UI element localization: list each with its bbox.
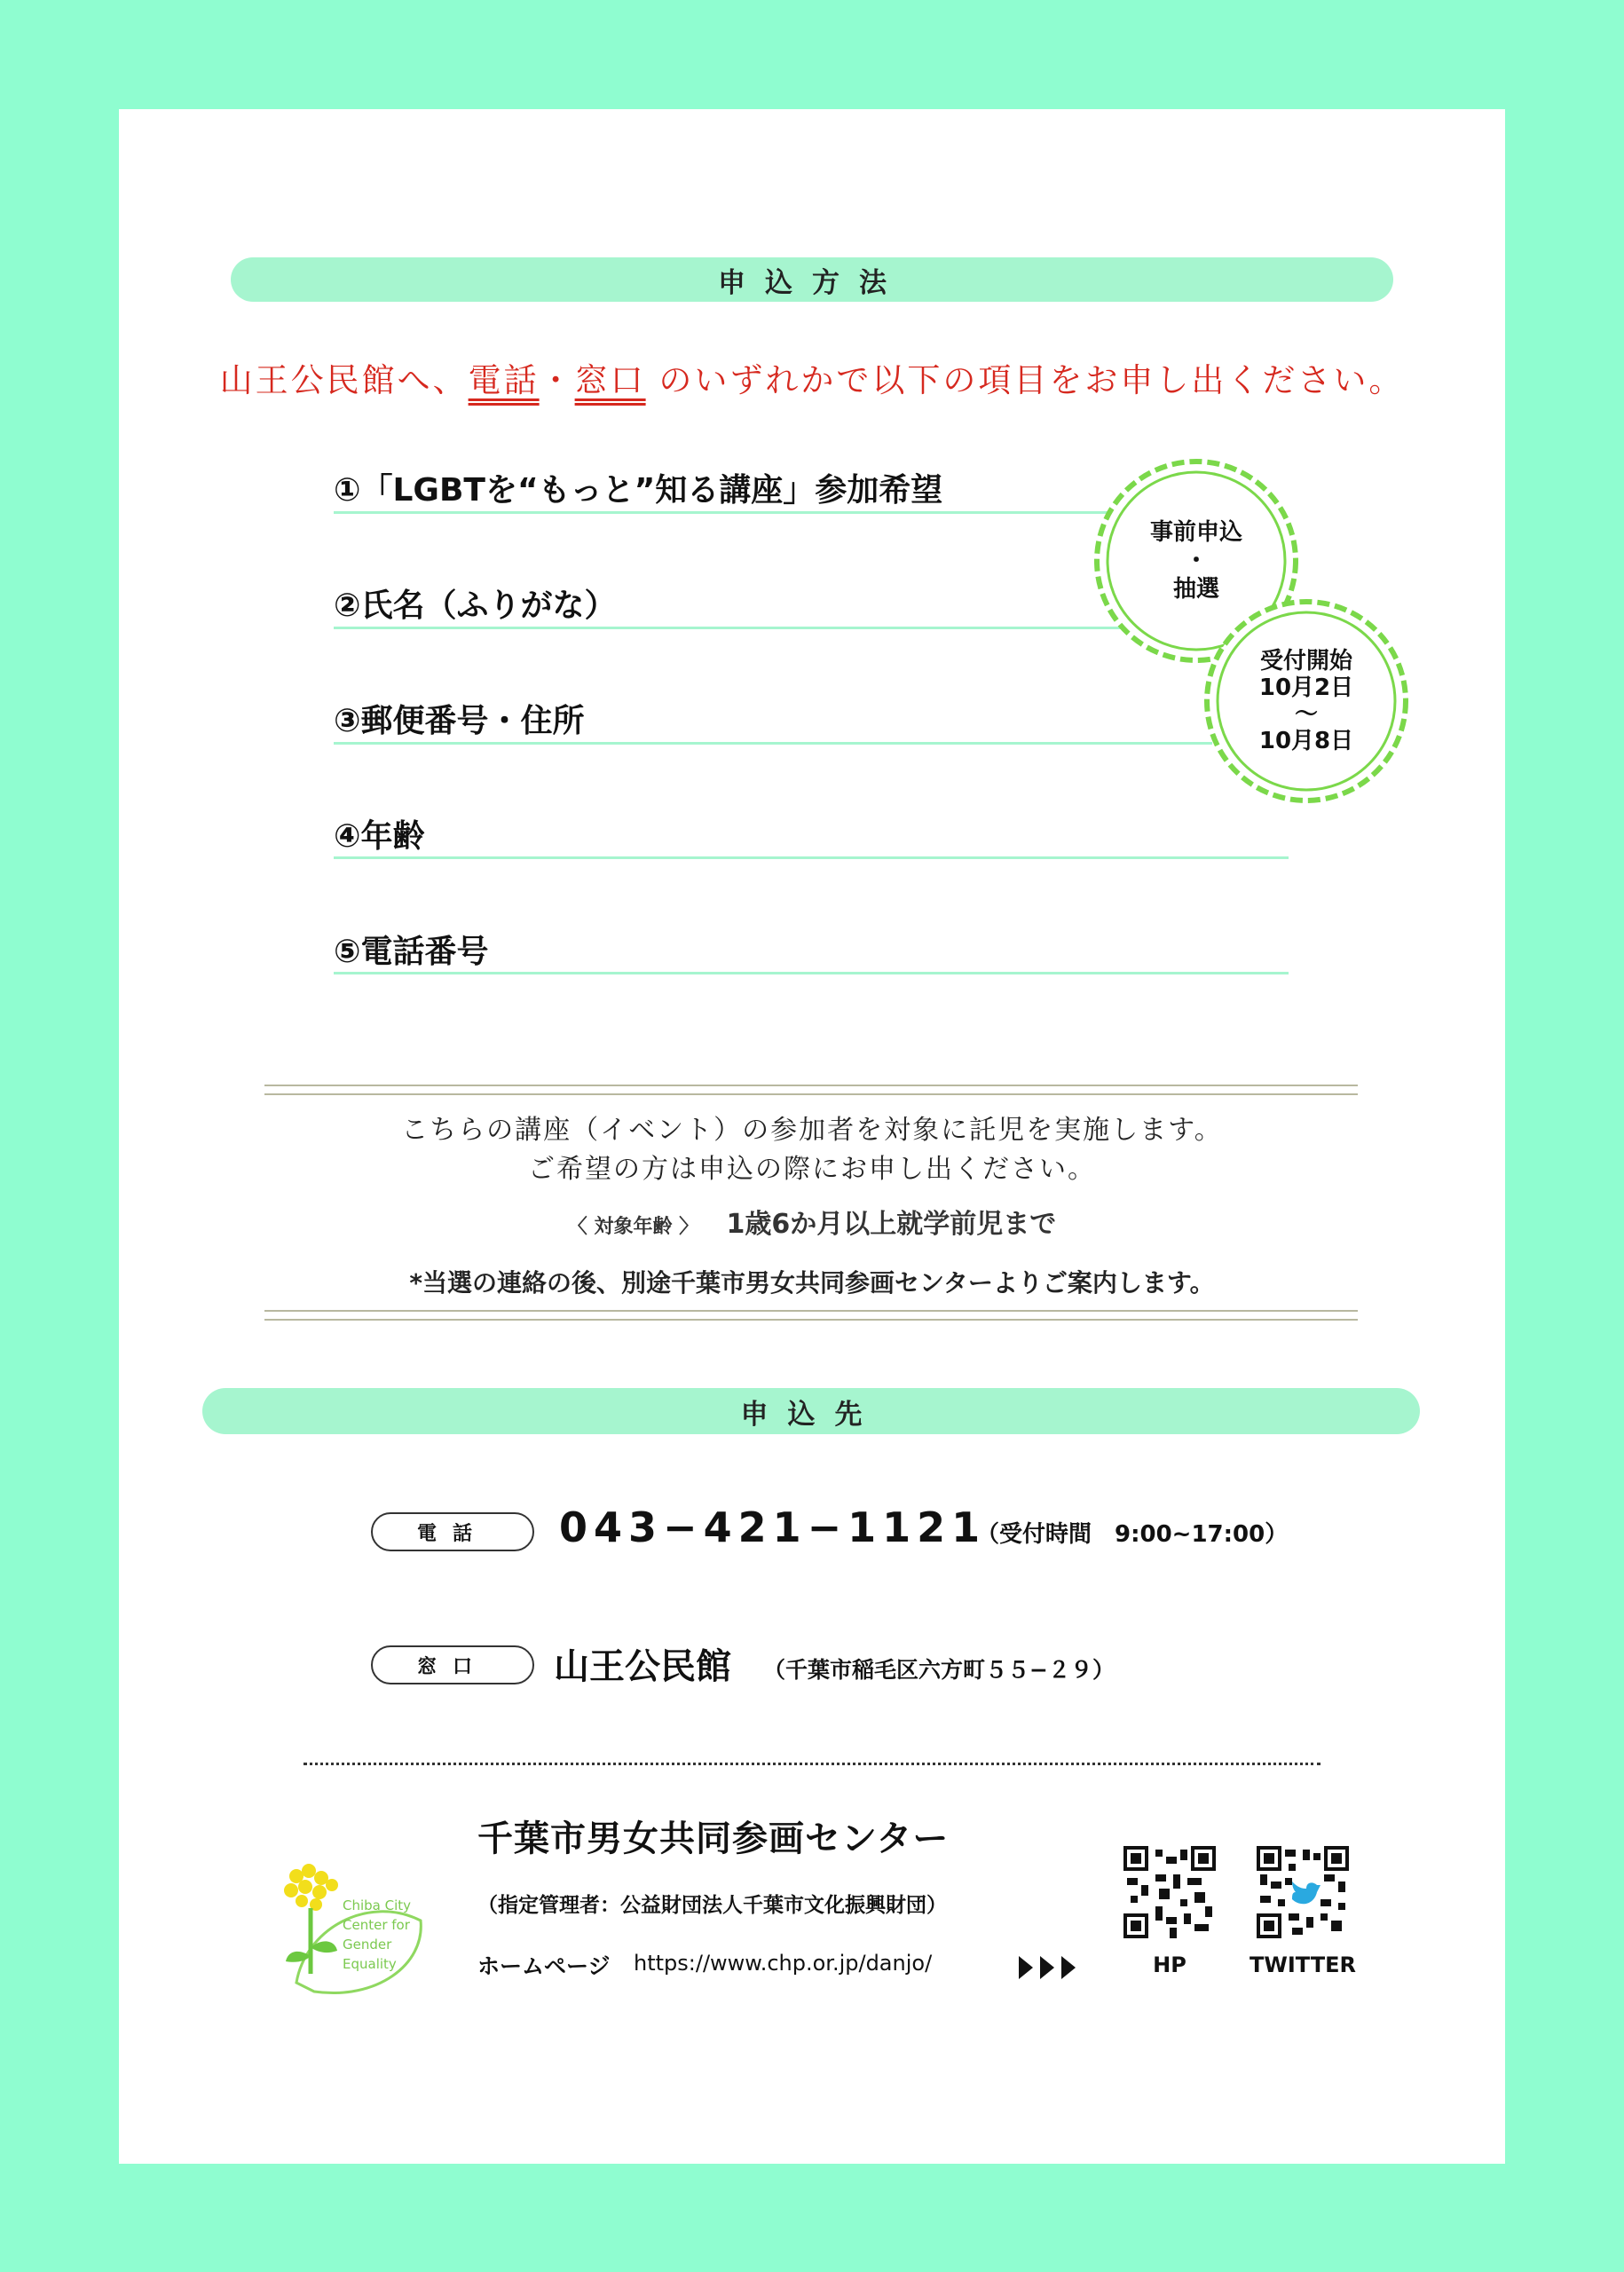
window-label xyxy=(371,1645,534,1684)
childcare-line2: ご希望の方は申込の際にお申し出ください。 xyxy=(528,1154,1096,1185)
badge2-line3: ～ xyxy=(1294,701,1318,728)
hp-qr-label: HP xyxy=(1153,1952,1186,1977)
badge2-line1: 受付開始 xyxy=(1259,648,1352,674)
window-address: （千葉市稲毛区六方町５５−２９） xyxy=(763,1657,1115,1683)
badge1-line2: ・ xyxy=(1184,548,1208,574)
logo-text-line: Center for xyxy=(343,1917,410,1933)
badge-reception-period xyxy=(1200,595,1413,808)
org-name: 千葉市男女共同参画センター xyxy=(477,1818,950,1859)
item-name: ②氏名（ふりがな） xyxy=(334,588,617,624)
item-age: ④年齢 xyxy=(334,818,425,855)
lead-window-text: 窓口 xyxy=(574,361,646,399)
window-label-text: 窓口 xyxy=(416,1655,488,1678)
arrow-right-icon xyxy=(1061,1956,1076,1979)
badge1-line3: 抽選 xyxy=(1172,576,1219,603)
apply-method-heading-text: 申込方法 xyxy=(718,266,906,299)
phone-label-text: 電話 xyxy=(416,1522,488,1545)
badge2-line4: 10月8日 xyxy=(1258,728,1354,754)
apply-method-heading xyxy=(231,257,1393,302)
phone-number[interactable]: 043−421−1121 xyxy=(559,1503,987,1551)
childcare-target-value: 1歳6か月以上就学前児まで xyxy=(726,1209,1057,1240)
lead-text-after: のいずれかで以下の項目をお申し出ください。 xyxy=(645,361,1405,399)
arrow-right-icon xyxy=(1019,1956,1033,1979)
badge1-line1: 事前申込 xyxy=(1149,519,1242,546)
twitter-qr-label: TWITTER xyxy=(1250,1952,1356,1977)
item-underline xyxy=(334,972,1289,974)
childcare-notice: *当選の連絡の後、別途千葉市男女共同参画センターよりご案内します。 xyxy=(409,1268,1215,1298)
item-underline xyxy=(334,627,1132,629)
logo-text-line: Gender xyxy=(343,1937,392,1952)
qr-code-icon xyxy=(1257,1846,1349,1938)
item-underline xyxy=(334,511,1132,514)
arrow-right-icon xyxy=(1040,1956,1054,1979)
item-underline xyxy=(334,856,1289,859)
lead-text-before: 山王公民館へ、 xyxy=(219,361,469,399)
phone-label xyxy=(371,1512,534,1551)
childcare-target-label: 〈 対象年齢 〉 xyxy=(567,1216,699,1238)
divider-bottom xyxy=(264,1310,1358,1321)
homepage-url[interactable]: https://www.chp.or.jp/danjo/ xyxy=(634,1951,933,1976)
divider-top xyxy=(264,1085,1358,1095)
item-underline xyxy=(334,742,1212,745)
lead-phone-text: 電話 xyxy=(468,361,540,399)
childcare-line1: こちらの講座（イベント）の参加者を対象に託児を実施します。 xyxy=(401,1115,1223,1146)
qr-code-icon xyxy=(1123,1846,1216,1938)
lead-separator: ・ xyxy=(539,361,575,399)
badge2-line2: 10月2日 xyxy=(1258,674,1354,701)
childcare-target xyxy=(0,1202,1624,1241)
hp-qr-code[interactable] xyxy=(1123,1846,1216,1938)
window-name: 山王公民館 xyxy=(554,1646,731,1687)
homepage-label: ホームページ xyxy=(477,1953,611,1979)
logo-text xyxy=(343,1896,411,1974)
item-course-name: ①「LGBTを“もっと”知る講座」参加希望 xyxy=(334,472,943,509)
twitter-qr-code[interactable] xyxy=(1257,1846,1349,1938)
apply-to-heading xyxy=(202,1388,1420,1434)
apply-to-heading-text: 申込先 xyxy=(740,1398,882,1431)
logo-text-line: Chiba City xyxy=(343,1897,412,1913)
item-address: ③郵便番号・住所 xyxy=(334,703,585,739)
item-phone: ⑤電話番号 xyxy=(334,934,489,970)
phone-hours: （受付時間 9:00~17:00） xyxy=(976,1521,1289,1548)
center-logo xyxy=(279,1858,430,2000)
logo-text-line: Equality xyxy=(343,1956,397,1972)
org-manager: （指定管理者：公益財団法人千葉市文化振興財団） xyxy=(477,1894,947,1917)
apply-method-lead xyxy=(0,353,1624,401)
footer-separator xyxy=(304,1763,1320,1765)
